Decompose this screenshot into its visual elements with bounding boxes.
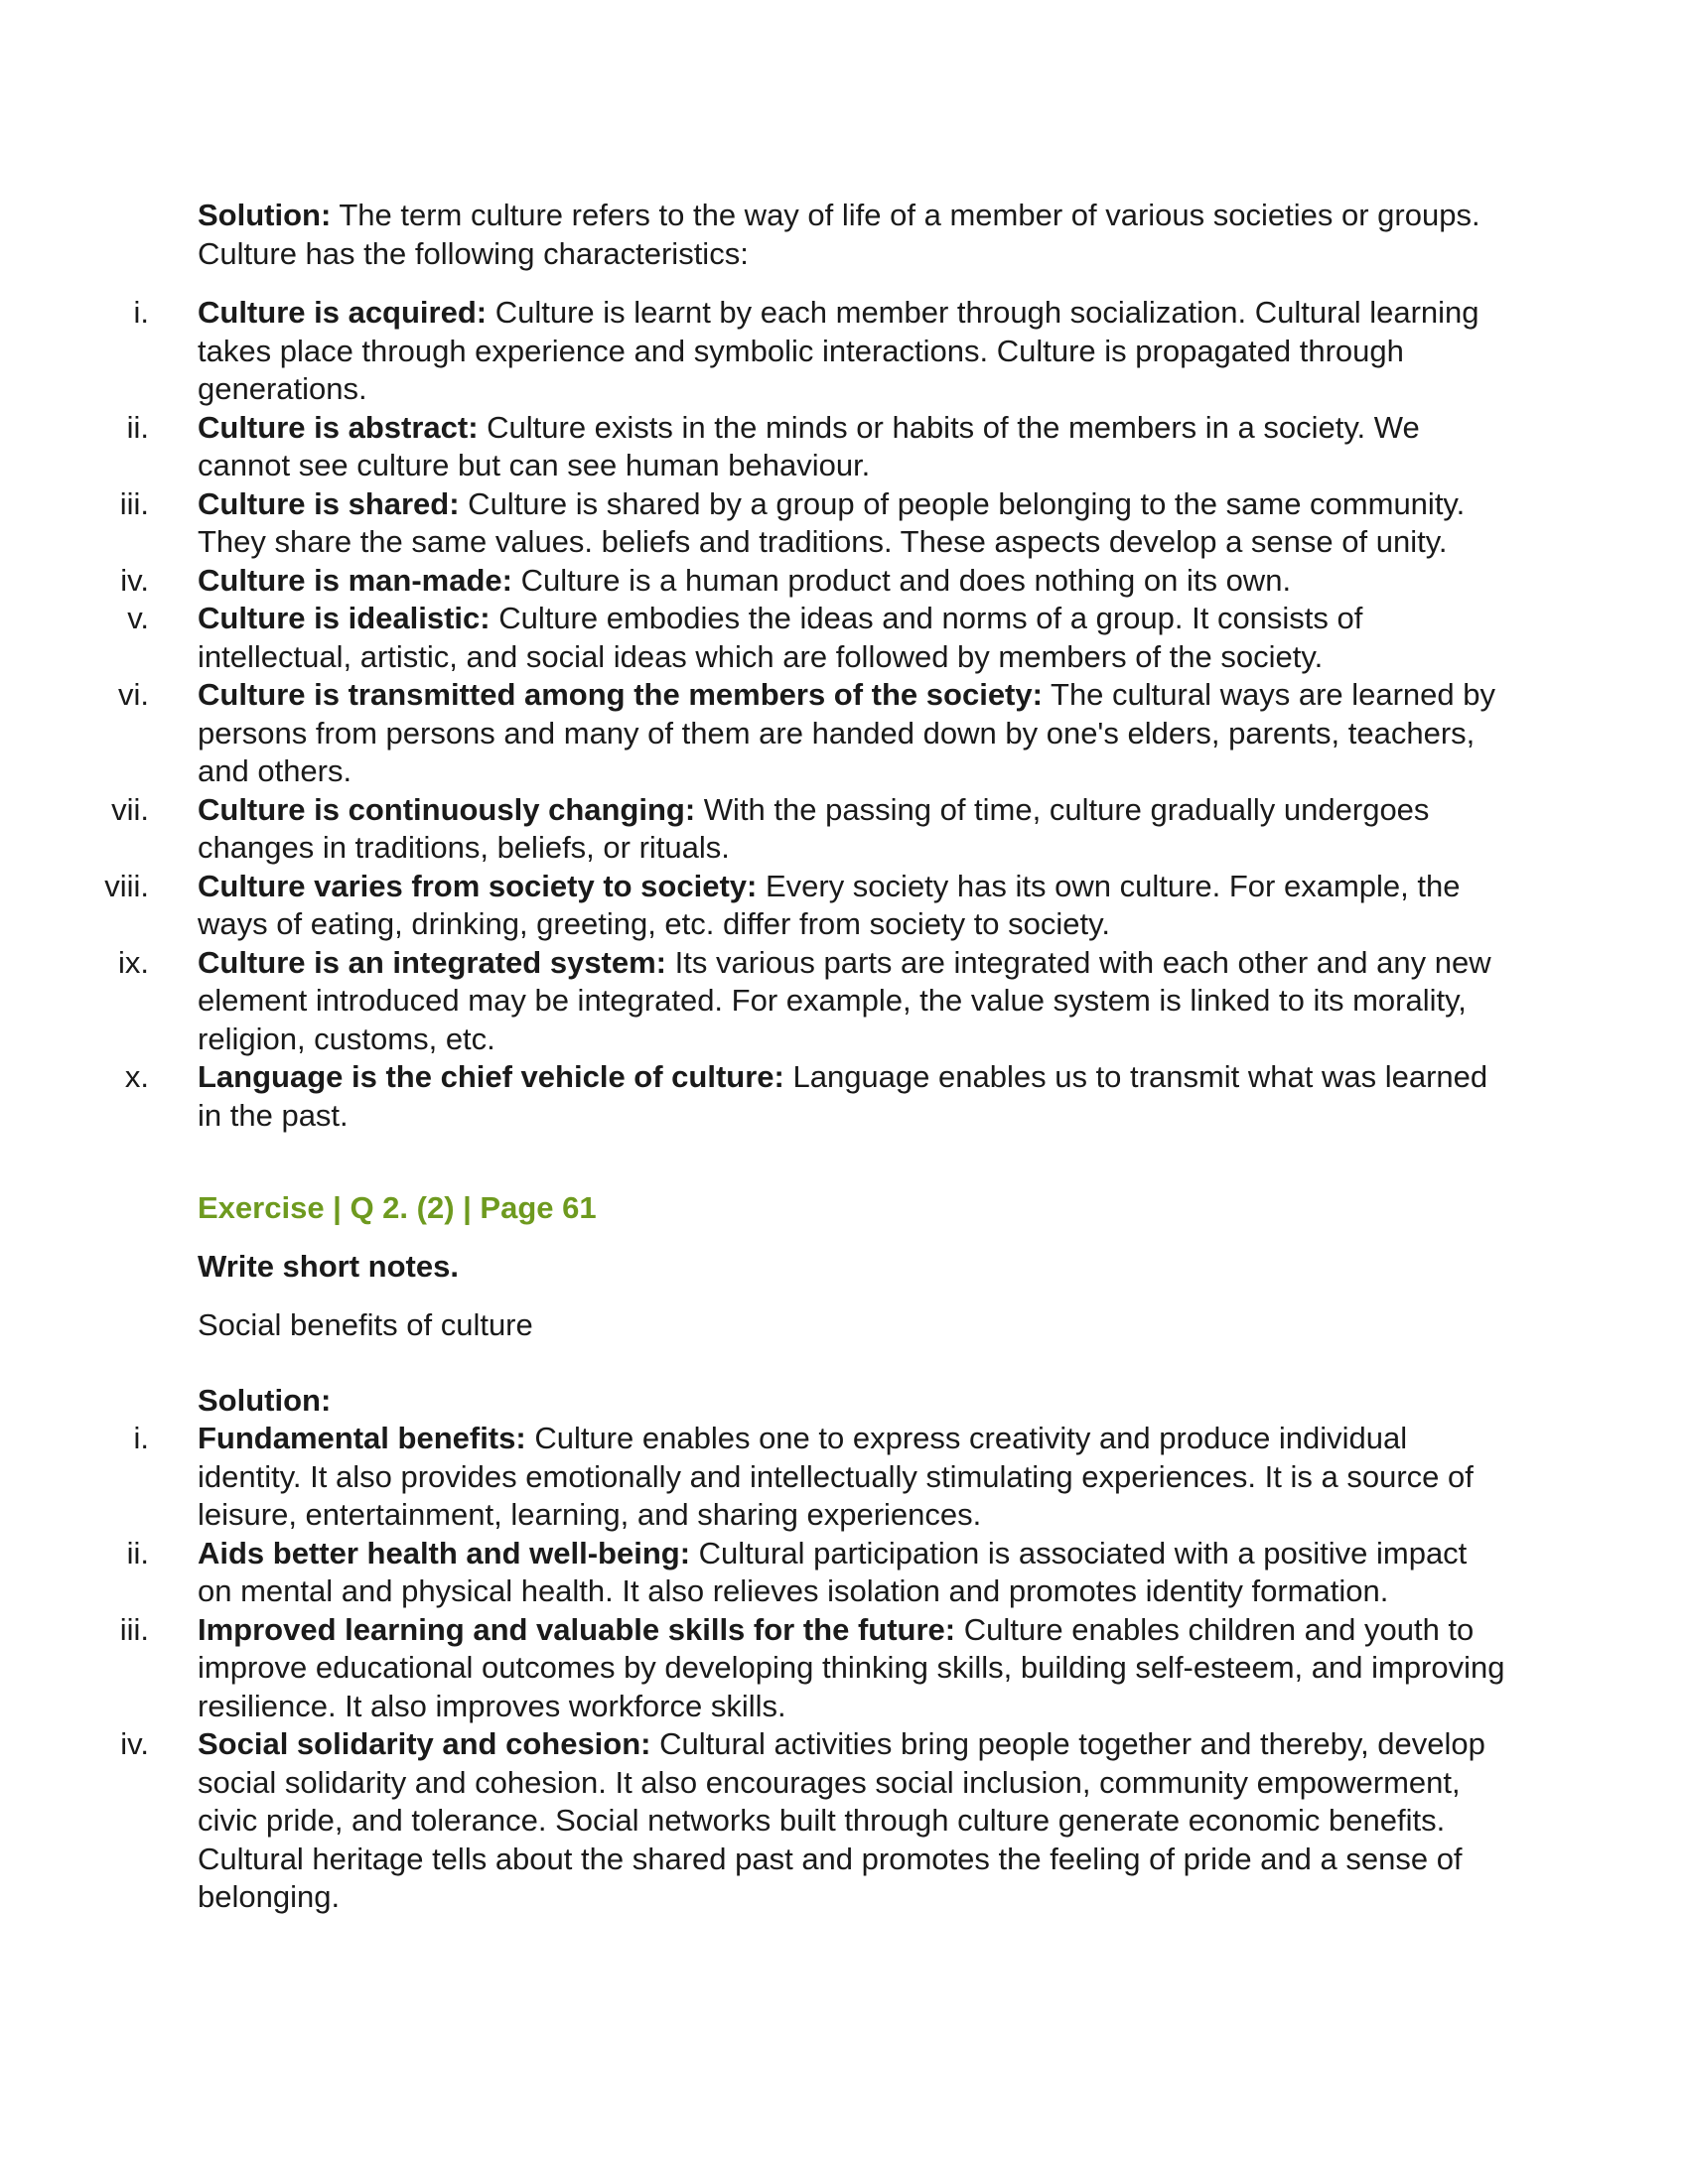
list-item-title: Culture is man-made: bbox=[198, 562, 512, 598]
list-item-title: Culture is shared: bbox=[198, 485, 460, 521]
list-item-title: Culture varies from society to society: bbox=[198, 868, 758, 903]
list-numeral: ii. bbox=[126, 1535, 149, 1570]
list-item-title: Improved learning and valuable skills for the future: bbox=[198, 1611, 956, 1647]
list-item bbox=[0, 485, 1509, 562]
benefits-list bbox=[0, 1420, 1509, 1917]
exercise-heading: Exercise | Q 2. (2) | Page 61 bbox=[198, 1190, 597, 1225]
solution-intro-text: The term culture refers to the way of life of a member of various societies or groups. Culture has the following characteristics: bbox=[198, 198, 1480, 271]
list-item-text: Culture enables children and youth to improve educational outcomes by developing thinking skills, building self-esteem, and improving resilience. It also improves workforce skills. bbox=[198, 1611, 1505, 1723]
list-numeral: ii. bbox=[126, 409, 149, 445]
list-item bbox=[0, 1420, 1509, 1535]
list-numeral: iii. bbox=[119, 485, 149, 521]
solution-label: Solution: bbox=[198, 198, 332, 232]
list-item bbox=[0, 1725, 1509, 1917]
list-item-text: The cultural ways are learned by persons from persons and many of them are handed down by one's elders, parents, teachers, and others. bbox=[198, 677, 1496, 788]
solution-label: Solution: bbox=[198, 1383, 332, 1418]
list-item-text: Culture is learnt by each member through socialization. Cultural learning takes place through experience and symbolic interactions. Culture is propagated through generations. bbox=[198, 295, 1479, 406]
list-numeral: viii. bbox=[104, 868, 149, 903]
list-item-title: Language is the chief vehicle of culture: bbox=[198, 1059, 784, 1094]
list-item bbox=[0, 1535, 1509, 1611]
list-numeral: ix. bbox=[118, 944, 149, 980]
list-item-title: Culture is continuously changing: bbox=[198, 791, 696, 827]
list-item-text: Culture is shared by a group of people belonging to the same community. They share the same values. beliefs and traditions. These aspects develop a sense of unity. bbox=[198, 485, 1466, 559]
list-item-title: Culture is an integrated system: bbox=[198, 944, 667, 980]
list-item-title: Culture is transmitted among the members of the society: bbox=[198, 677, 1043, 712]
list-item-text: Cultural participation is associated with a positive impact on mental and physical health. It also relieves isolation and promotes identity formation. bbox=[198, 1535, 1468, 1608]
list-item bbox=[0, 294, 1509, 409]
list-item-text: Language enables us to transmit what was learned in the past. bbox=[198, 1059, 1488, 1133]
list-item bbox=[0, 600, 1509, 676]
list-item-title: Culture is acquired: bbox=[198, 295, 488, 330]
list-item bbox=[0, 1058, 1509, 1135]
list-item bbox=[0, 562, 1509, 601]
list-item bbox=[0, 791, 1509, 868]
list-item-title: Social solidarity and cohesion: bbox=[198, 1726, 651, 1761]
list-item-text: Cultural activities bring people together and thereby, develop social solidarity and cohesion. It also encourages social inclusion, community empowerment, civic pride, and tolerance. Social networks built through culture generate economic benefits. Cultural heritage tells about the shared past and promotes the feeling of pride and a sense of belonging. bbox=[198, 1726, 1485, 1914]
list-numeral: i. bbox=[133, 1421, 149, 1455]
list-numeral: i. bbox=[133, 295, 149, 330]
list-item-text: Its various parts are integrated with each other and any new element introduced may be integrated. For example, the value system is linked to its morality, religion, customs, etc. bbox=[198, 944, 1491, 1056]
list-item-text: Culture is a human product and does nothing on its own. bbox=[511, 562, 1292, 598]
list-numeral: vii. bbox=[111, 791, 149, 827]
list-item bbox=[0, 676, 1509, 791]
list-item-text: With the passing of time, culture gradually undergoes changes in traditions, beliefs, or rituals. bbox=[198, 791, 1430, 865]
list-item-text: Culture exists in the minds or habits of the members in a society. We cannot see culture but can see human behaviour. bbox=[198, 409, 1420, 482]
list-numeral: vi. bbox=[118, 677, 149, 712]
exercise-question: Social benefits of culture bbox=[198, 1307, 533, 1342]
list-item-title: Fundamental benefits: bbox=[198, 1421, 526, 1455]
exercise-instruction: Write short notes. bbox=[198, 1249, 459, 1284]
list-item-title: Culture is idealistic: bbox=[198, 601, 491, 635]
list-item-text: Every society has its own culture. For example, the ways of eating, drinking, greeting, etc. differ from society to society. bbox=[198, 868, 1461, 941]
list-item-text: Culture enables one to express creativity and produce individual identity. It also provides emotionally and intellectually stimulating experiences. It is a source of leisure, entertainment, learning, and sharing experiences. bbox=[198, 1421, 1474, 1532]
list-numeral: iii. bbox=[119, 1611, 149, 1647]
list-item-text: Culture embodies the ideas and norms of a group. It consists of intellectual, artistic, and social ideas which are followed by members of the society. bbox=[198, 601, 1363, 674]
list-item bbox=[0, 409, 1509, 485]
list-item bbox=[0, 868, 1509, 944]
list-numeral: iv. bbox=[120, 1726, 149, 1761]
list-numeral: v. bbox=[127, 601, 149, 635]
characteristics-list bbox=[0, 294, 1509, 1135]
list-item bbox=[0, 1611, 1509, 1726]
list-item-title: Aids better health and well-being: bbox=[198, 1535, 691, 1570]
list-item-title: Culture is abstract: bbox=[198, 409, 479, 445]
solution-intro bbox=[198, 197, 1508, 273]
list-numeral: x. bbox=[124, 1059, 149, 1094]
list-numeral: iv. bbox=[120, 562, 149, 598]
list-item bbox=[0, 944, 1509, 1059]
